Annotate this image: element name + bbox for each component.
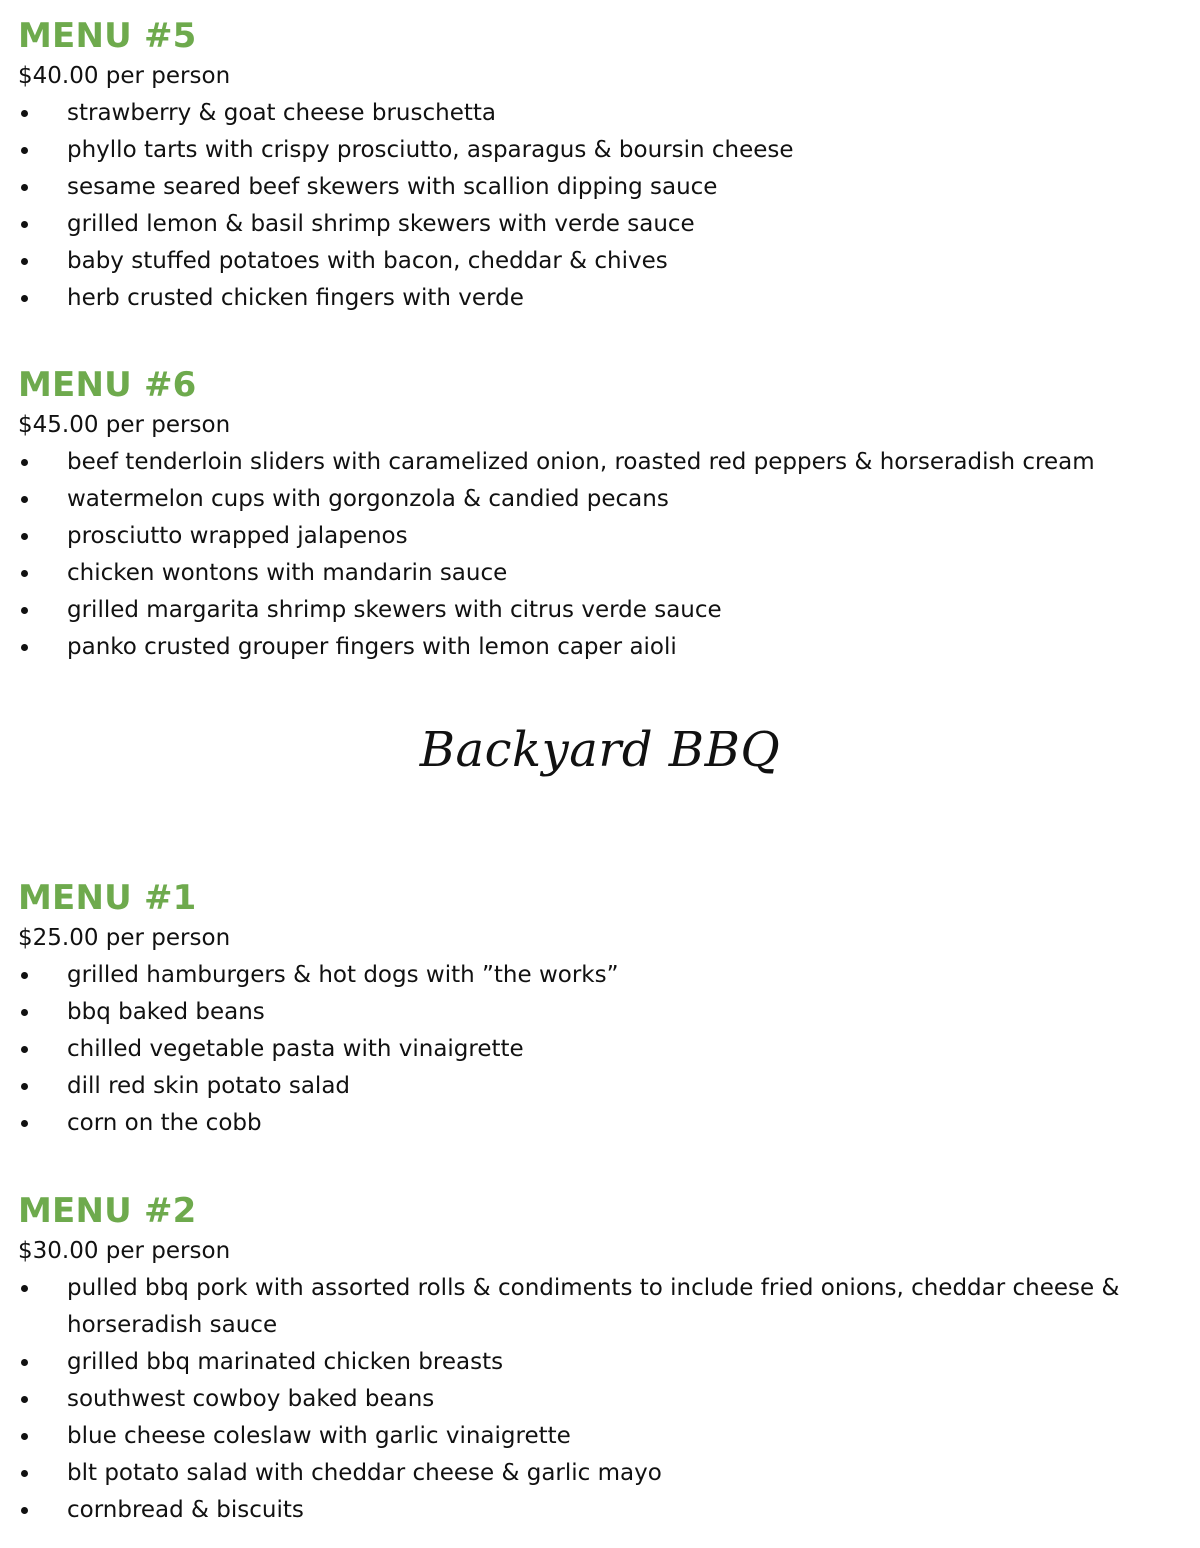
bullet-icon — [18, 994, 30, 1031]
bullet-icon — [18, 1068, 30, 1105]
menu-item-text: grilled margarita shrimp skewers with citrus verde sauce — [67, 597, 722, 623]
menu-item-text: blue cheese coleslaw with garlic vinaigrette — [67, 1423, 571, 1449]
menu-title: MENU #5 — [18, 16, 197, 56]
menu-item-text: chicken wontons with mandarin sauce — [67, 560, 508, 586]
list-item — [18, 1492, 1193, 1529]
bullet-icon — [18, 1270, 30, 1307]
list-item — [18, 1270, 1193, 1344]
bullet-icon — [18, 280, 30, 317]
menu-item-text: beef tenderloin sliders with caramelized onion, roasted red peppers & horseradish cream — [67, 449, 1095, 475]
bullet-icon — [18, 555, 30, 592]
list-item — [18, 592, 1193, 629]
bbq-menu-1-section — [18, 876, 1193, 1142]
list-item — [18, 629, 1193, 666]
bullet-icon — [18, 1031, 30, 1068]
bullet-icon — [18, 1455, 30, 1492]
list-item — [18, 95, 1193, 132]
list-item — [18, 169, 1193, 206]
menu-item-text: sesame seared beef skewers with scallion dipping sauce — [67, 174, 718, 200]
list-item — [18, 994, 1193, 1031]
menu-title: MENU #2 — [18, 1191, 197, 1231]
list-item — [18, 444, 1193, 481]
menu-item-text: dill red skin potato salad — [67, 1073, 351, 1099]
menu-item-text: panko crusted grouper fingers with lemon caper aioli — [67, 634, 677, 660]
bullet-icon — [18, 629, 30, 666]
menu-item-text: corn on the cobb — [67, 1110, 262, 1136]
list-item — [18, 132, 1193, 169]
list-item — [18, 1381, 1193, 1418]
menu-item-list — [18, 444, 1193, 666]
list-item — [18, 206, 1193, 243]
bullet-icon — [18, 592, 30, 629]
menu-item-text: blt potato salad with cheddar cheese & garlic mayo — [67, 1460, 662, 1486]
section-heading-backyard-bbq: Backyard BBQ — [419, 722, 781, 778]
menu-item-list — [18, 1270, 1193, 1529]
bullet-icon — [18, 957, 30, 994]
menu-item-text: pulled bbq pork with assorted rolls & condiments to include fried onions, cheddar cheese & horseradish sauce — [67, 1275, 1120, 1338]
bullet-icon — [18, 444, 30, 481]
list-item — [18, 555, 1193, 592]
list-item — [18, 518, 1193, 555]
bullet-icon — [18, 243, 30, 280]
menu-price: $40.00 per person — [18, 63, 231, 89]
list-item — [18, 957, 1193, 994]
menu-item-text: chilled vegetable pasta with vinaigrette — [67, 1036, 524, 1062]
menu-item-text: prosciutto wrapped jalapenos — [67, 523, 408, 549]
menu-item-text: grilled bbq marinated chicken breasts — [67, 1349, 504, 1375]
menu-item-text: watermelon cups with gorgonzola & candied pecans — [67, 486, 669, 512]
menu-price: $25.00 per person — [18, 925, 231, 951]
menu-item-list — [18, 95, 1193, 317]
menu-price: $30.00 per person — [18, 1238, 231, 1264]
menu-item-text: phyllo tarts with crispy prosciutto, asparagus & boursin cheese — [67, 137, 794, 163]
menu-item-text: southwest cowboy baked beans — [67, 1386, 435, 1412]
menu-item-text: bbq baked beans — [67, 999, 265, 1025]
bullet-icon — [18, 132, 30, 169]
bullet-icon — [18, 206, 30, 243]
menu-item-text: strawberry & goat cheese bruschetta — [67, 100, 496, 126]
list-item — [18, 1068, 1193, 1105]
menu-title: MENU #1 — [18, 878, 197, 918]
menu-6-section — [18, 363, 1193, 666]
list-item — [18, 280, 1193, 317]
bullet-icon — [18, 95, 30, 132]
bullet-icon — [18, 1492, 30, 1529]
bullet-icon — [18, 481, 30, 518]
menu-item-text: grilled lemon & basil shrimp skewers with verde sauce — [67, 211, 695, 237]
list-item — [18, 1418, 1193, 1455]
menu-item-text: grilled hamburgers & hot dogs with ”the works” — [67, 962, 619, 988]
menu-item-text: cornbread & biscuits — [67, 1497, 304, 1523]
bullet-icon — [18, 1418, 30, 1455]
menu-5-section — [18, 14, 1193, 317]
list-item — [18, 481, 1193, 518]
menu-price: $45.00 per person — [18, 412, 231, 438]
bullet-icon — [18, 169, 30, 206]
menu-item-list — [18, 957, 1193, 1142]
list-item — [18, 1344, 1193, 1381]
bbq-menu-2-section — [18, 1189, 1193, 1529]
list-item — [18, 1455, 1193, 1492]
list-item — [18, 1031, 1193, 1068]
menu-item-text: baby stuffed potatoes with bacon, cheddar & chives — [67, 248, 668, 274]
menu-title: MENU #6 — [18, 365, 197, 405]
bullet-icon — [18, 1381, 30, 1418]
bullet-icon — [18, 1105, 30, 1142]
list-item — [18, 1105, 1193, 1142]
menu-item-text: herb crusted chicken fingers with verde — [67, 285, 524, 311]
bullet-icon — [18, 518, 30, 555]
list-item — [18, 243, 1193, 280]
bullet-icon — [18, 1344, 30, 1381]
